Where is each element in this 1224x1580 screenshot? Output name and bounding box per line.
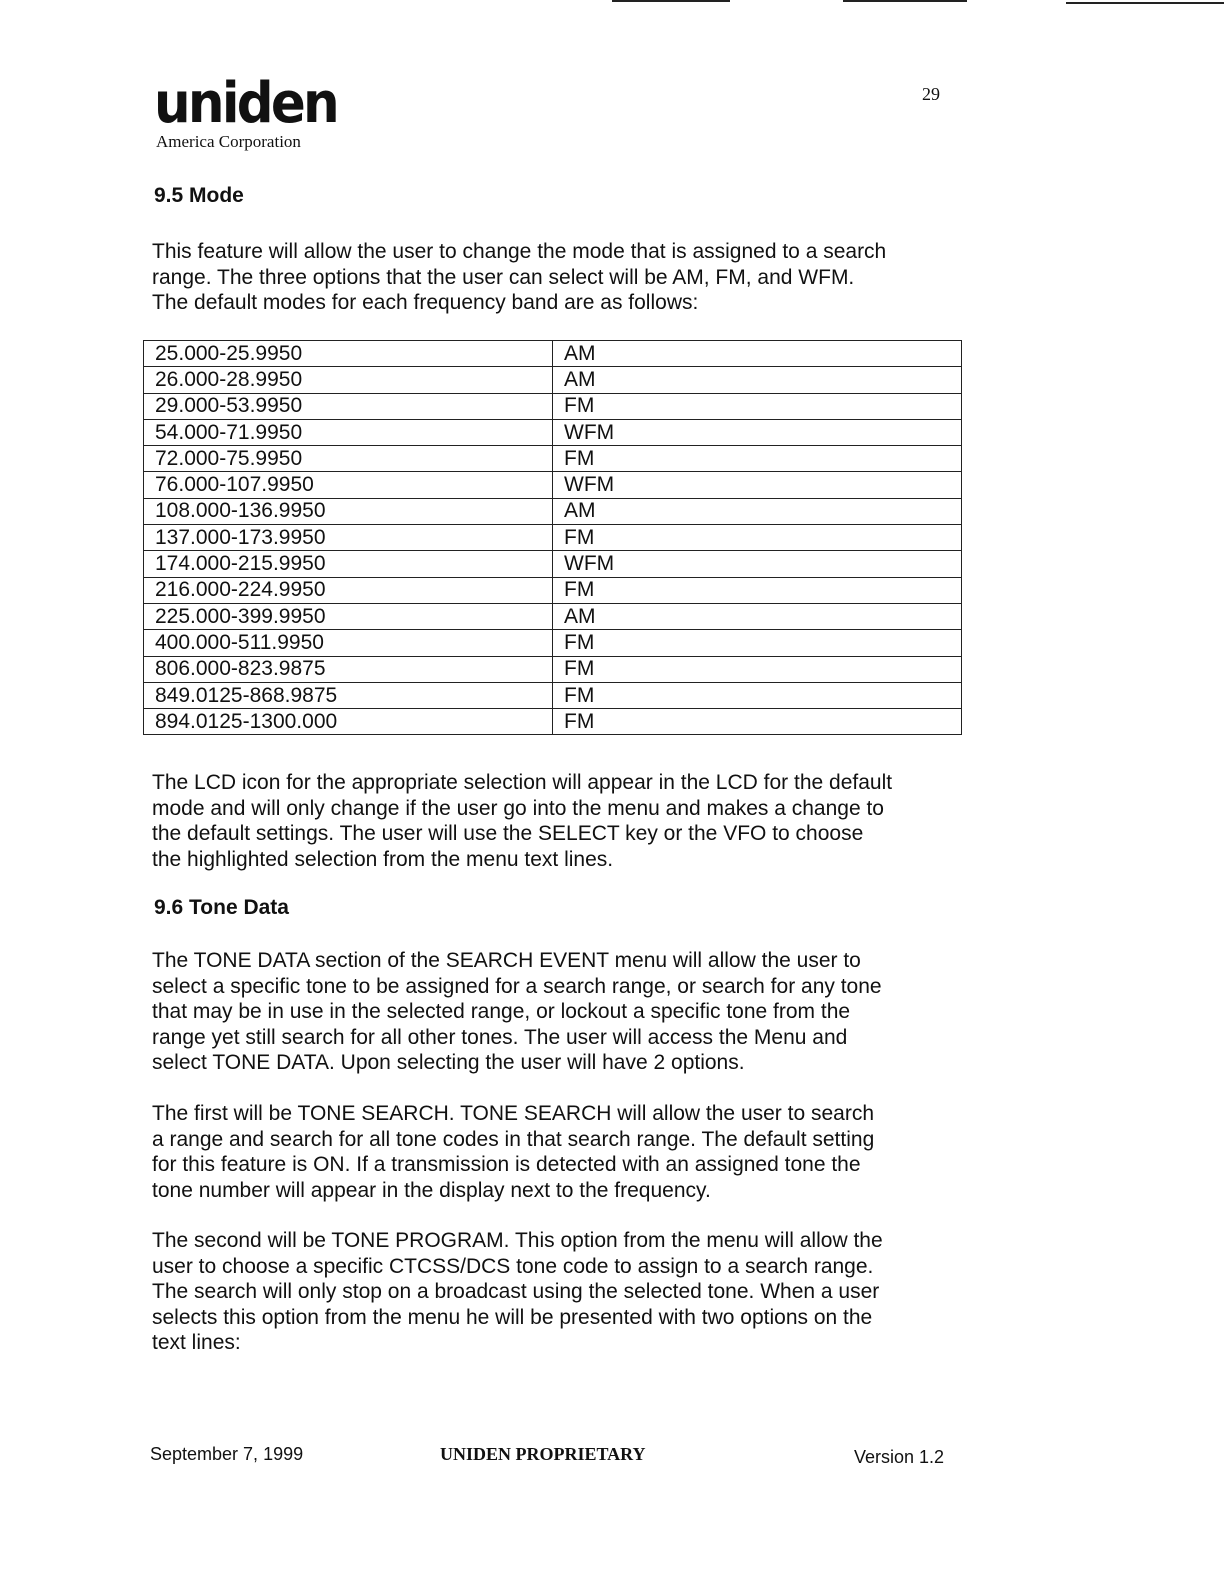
logo-wordmark: uniden [154,71,337,136]
frequency-range-cell: 400.000-511.9950 [144,630,553,656]
text-line: The LCD icon for the appropriate selection will appear in the LCD for the default [152,771,893,794]
frequency-range-cell: 225.000-399.9950 [144,603,553,629]
table-row [144,341,962,367]
text-line: that may be in use in the selected range, or lockout a specific tone from the [152,1000,851,1023]
mode-cell: FM [553,630,962,656]
frequency-range-cell: 54.000-71.9950 [144,419,553,445]
frequency-range-cell: 174.000-215.9950 [144,551,553,577]
page-number: 29 [922,84,940,104]
mode-cell: AM [553,603,962,629]
text-line: select TONE DATA. Upon selecting the user will have 2 options. [152,1051,745,1074]
scan-edge-line [1066,2,1224,4]
footer-proprietary: UNIDEN PROPRIETARY [440,1444,646,1464]
frequency-range-cell: 806.000-823.9875 [144,656,553,682]
mode-cell: AM [553,367,962,393]
frequency-range-cell: 72.000-75.9950 [144,446,553,472]
frequency-range-cell: 894.0125-1300.000 [144,709,553,735]
text-line: The default modes for each frequency band are as follows: [152,291,699,314]
text-line: tone number will appear in the display next to the frequency. [152,1178,711,1202]
scan-edge-line [612,0,730,2]
mode-cell: WFM [553,551,962,577]
tone-program-paragraph [152,1228,952,1356]
table-row [144,709,962,735]
table-row [144,419,962,445]
frequency-mode-table [143,340,962,735]
mode-cell: FM [553,682,962,708]
mode-cell: WFM [553,419,962,445]
text-line: The search will only stop on a broadcast using the selected tone. When a user [152,1280,880,1303]
table-row [144,472,962,498]
mode-cell: FM [553,656,962,682]
mode-cell: AM [553,341,962,367]
text-line: a range and search for all tone codes in that search range. The default setting [152,1127,875,1151]
table-row [144,656,962,682]
table-row [144,393,962,419]
text-line: mode and will only change if the user go into the menu and makes a change to [152,796,884,820]
scan-edge-line [843,0,967,2]
text-line: for this feature is ON. If a transmission is detected with an assigned tone the [152,1153,861,1176]
footer-date: September 7, 1999 [150,1444,304,1464]
text-line: select a specific tone to be assigned for a search range, or search for any tone [152,974,882,998]
text-line: the default settings. The user will use the SELECT key or the VFO to choose [152,822,864,845]
frequency-range-cell: 25.000-25.9950 [144,341,553,367]
table-row [144,603,962,629]
table-row [144,525,962,551]
uniden-logo [154,71,353,152]
mode-cell: FM [553,446,962,472]
table-row [144,577,962,603]
tone-search-paragraph [152,1101,952,1203]
text-line: The TONE DATA section of the SEARCH EVENT menu will allow the user to [152,949,861,972]
mode-cell: FM [553,525,962,551]
frequency-range-cell: 26.000-28.9950 [144,367,553,393]
lcd-icon-paragraph [152,770,952,872]
frequency-range-cell: 216.000-224.9950 [144,577,553,603]
text-line: range yet still search for all other tones. The user will access the Menu and [152,1025,848,1049]
text-line: user to choose a specific CTCSS/DCS tone code to assign to a search range. [152,1254,874,1278]
text-line: The first will be TONE SEARCH. TONE SEARCH will allow the user to search [152,1102,875,1125]
text-line: range. The three options that the user can select will be AM, FM, and WFM. [152,265,855,289]
mode-cell: FM [553,577,962,603]
table-row [144,551,962,577]
mode-cell: FM [553,393,962,419]
table-row [144,630,962,656]
text-line: the highlighted selection from the menu text lines. [152,847,614,871]
mode-cell: WFM [553,472,962,498]
frequency-range-cell: 29.000-53.9950 [144,393,553,419]
text-line: selects this option from the menu he will be presented with two options on the [152,1305,873,1329]
frequency-range-cell: 137.000-173.9950 [144,525,553,551]
frequency-range-cell: 849.0125-868.9875 [144,682,553,708]
mode-cell: FM [553,709,962,735]
logo-subtitle: America Corporation [156,132,301,151]
section-heading-mode: 9.5 Mode [154,184,244,207]
table-row [144,367,962,393]
text-line: The second will be TONE PROGRAM. This option from the menu will allow the [152,1229,883,1252]
tone-data-paragraph [152,948,952,1076]
footer-version: Version 1.2 [854,1447,945,1467]
mode-intro-paragraph [152,239,952,316]
mode-cell: AM [553,498,962,524]
section-heading-tone-data: 9.6 Tone Data [154,896,289,919]
text-line: This feature will allow the user to change the mode that is assigned to a search [152,240,887,263]
table-row [144,682,962,708]
frequency-range-cell: 108.000-136.9950 [144,498,553,524]
table-row [144,498,962,524]
frequency-range-cell: 76.000-107.9950 [144,472,553,498]
table-row [144,446,962,472]
text-line: text lines: [152,1331,241,1354]
